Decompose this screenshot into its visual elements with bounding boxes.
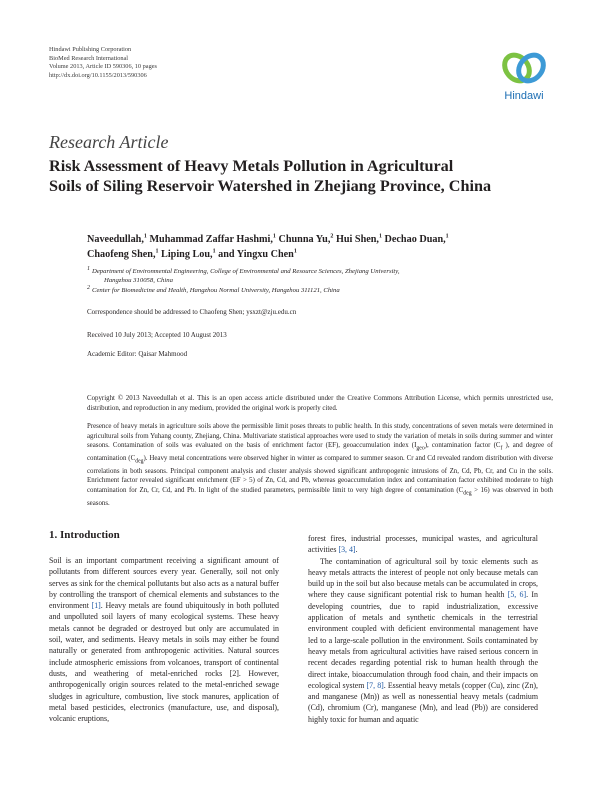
intro-paragraph-2	[308, 556, 538, 725]
abstract-text: ), contamination factor (C	[424, 442, 501, 449]
affiliation-2: 2 Center for Biomedicine and Health, Hangzhou Normal University, Hangzhou 311121, China	[87, 286, 553, 295]
body-text: The contamination of agricultural soil by toxic elements such as heavy metals attracts the interest of people not only because metals can build up in the soil but also because metals can be accumulated in crops, where they cause significant potential risk to human health	[308, 556, 538, 600]
abstract-subscript: f	[500, 445, 503, 452]
author-name: Chaofeng Shen,	[87, 249, 156, 260]
author-name: and Yingxu Chen	[215, 249, 294, 260]
logo-wordmark: Hindawi	[504, 90, 544, 102]
received-dates: Received 10 July 2013; Accepted 10 August 2013	[87, 331, 227, 339]
section-heading-introduction: 1. Introduction	[49, 529, 120, 541]
body-text: .	[355, 545, 358, 555]
abstract-text: > 16) was observed in both seasons.	[87, 486, 553, 507]
body-text: . Heavy metals are found ubiquitously in both polluted and unpolluted soil layers of many ecological systems. These heavy metals cannot be degraded or destroyed but only are accumulated in soil, water, and sediments. Heavy metals in soils may either be found naturally or generated from anthropogenic activities. Natural sources include atmospheric emissions from volcanoes, transport of continental dusts, and weathering of metal-enriched rocks	[49, 601, 279, 678]
author-name: Naveedullah,	[87, 234, 144, 245]
abstract-text: ). Heavy metal concentrations were observed higher in winter as compared to summer season. Cr and Cd revealed random distribution with diverse correlations in both seasons. Principal component analysis and cluster analysis showed significant anthropogenic intrusions of Zn, Cd, Pb, Cr, and Cu in the soils. Enrichment factor revealed significant enrichment (EF > 5) of Zn, Cd, and Pb, whereas geoaccumulation index and contamination factor exhibited moderate to high contamination for Zn, Cr, Cd, and Pb. In light of the studied parameters, permissible limit to very high degree of contamination (C	[87, 454, 553, 494]
paper-title	[49, 156, 559, 196]
author-affil-sup: 1	[272, 233, 276, 240]
author-affil-sup: 1	[143, 233, 147, 240]
volume-info: Volume 2013, Article ID 590306, 10 pages	[49, 63, 157, 71]
citation-link[interactable]: [5, 6]	[507, 590, 527, 600]
copyright-notice: Copyright © 2013 Naveedullah et al. This is an open access article distributed under the Creative Commons Attribution License, which permits unrestricted use, distribution, and reproduction in any medium, provided the original work is properly cited.	[87, 395, 553, 412]
author-line-2	[87, 247, 553, 262]
author-affil-sup: 2	[330, 233, 334, 240]
author-affil-sup: 1	[155, 248, 159, 255]
affiliation-text: Center for Biomedicine and Health, Hangzhou Normal University, Hangzhou 311121, China	[92, 286, 340, 294]
abstract-subscript: deg	[135, 458, 144, 465]
intro-paragraph-1-cont	[308, 533, 538, 556]
author-affil-sup: 1	[378, 233, 382, 240]
journal-header	[49, 46, 309, 80]
author-affil-sup: 1	[445, 233, 449, 240]
publisher-name: Hindawi Publishing Corporation	[49, 46, 132, 53]
intro-paragraph-1	[49, 555, 279, 724]
citation-link[interactable]: [3, 4]	[338, 545, 356, 555]
body-text: . However, anthropogenically origin sources related to the metal-enriched sewage sludges in agriculture, combustion, live stock manures, application of metal based pesticides, electronics (manufacture, use, and disposal), volcanic eruptions,	[49, 668, 279, 724]
correspondence: Correspondence should be addressed to Chaofeng Shen; ysxzt@zju.edu.cn	[87, 308, 297, 316]
author-affil-sup: 1	[293, 248, 297, 255]
body-column-right	[308, 533, 538, 725]
author-line-1	[87, 232, 553, 247]
hindawi-logo	[496, 46, 552, 102]
title-line-2: Soils of Siling Reservoir Watershed in Zhejiang Province, China	[49, 177, 492, 195]
author-name: Muhammad Zaffar Hashmi,	[146, 234, 273, 245]
abstract	[87, 422, 553, 508]
body-text: Soil is an important compartment receiving a significant amount of pollutants from different sources every year. Generally, soil not only serves as sink for the chemical pollutants but also acts as a natural buffer by controlling the transport of chemical elements and substances to the environment	[49, 556, 279, 611]
abstract-text: ), and degree of contamination (C	[87, 442, 554, 462]
doi-link[interactable]: http://dx.doi.org/10.1155/2013/590306	[49, 71, 147, 79]
author-name: Dechao Duan,	[381, 234, 446, 245]
abstract-subscript: deg	[463, 490, 472, 497]
journal-name: BioMed Research International	[49, 54, 129, 62]
body-text: . Essential heavy metals (copper (Cu), zinc (Zn), and manganese (Mn)) as well as nonessential heavy metals (cadmium (Cd), chromium (Cr), manganese (Mn), and lead (Pb)) are considered highly toxic for human and aquatic	[308, 680, 539, 724]
author-name: Chunna Yu,	[275, 234, 331, 245]
affiliation-1: 1 Department of Environmental Engineering, College of Environmental and Resource Sciences, Zhejiang University, Hangzhou 310058, China	[87, 267, 553, 286]
citation-link[interactable]: [7, 8]	[366, 680, 384, 690]
body-text: forest fires, industrial processes, municipal wastes, and agricultural activities	[308, 534, 538, 555]
author-list	[87, 232, 553, 262]
abstract-subscript: geo	[416, 445, 425, 452]
author-name: Hui Shen,	[333, 234, 379, 245]
title-line-1: Risk Assessment of Heavy Metals Pollution in Agricultural	[49, 157, 454, 175]
citation-link[interactable]: [2]	[229, 668, 239, 678]
body-column-left	[49, 528, 279, 724]
citation-link[interactable]: [1]	[91, 601, 101, 611]
affiliation-text-cont: Hangzhou 310058, China	[104, 277, 173, 285]
affiliations	[87, 267, 553, 295]
article-type: Research Article	[49, 132, 169, 152]
affiliation-text: Department of Environmental Engineering, College of Environmental and Resource Sciences, Zhejiang University,	[92, 268, 400, 275]
hindawi-logo-icon	[496, 46, 552, 102]
academic-editor: Academic Editor: Qaisar Mahmood	[87, 350, 188, 358]
body-text: . In developing countries, due to rapid industrialization, excessive application of metals and synthetic chemicals in the terrestrial environment coupled with deficient environmental management have led to a large-scale pollution in the environment. Soils contaminated by heavy metals from agricultural activities have raised serious concern in recent decades regarding potential risk to human health through the direct intake, bioaccumulation through food chain, and their impacts on ecological system	[308, 590, 538, 690]
author-affil-sup: 1	[212, 248, 216, 255]
abstract-text: Presence of heavy metals in agriculture soils above the permissible limit poses threats to public health. In this study, concentrations of seven metals were determined in agricultural soils from Yuhang county, Zhejiang, China. Multivariate statistical approaches were used to study the variation of metals in soils during summer and winter seasons. Contamination of soils was evaluated on the basis of enrichment factor (EF), geoaccumulation index (I	[87, 423, 553, 449]
author-name: Liping Lou,	[158, 249, 213, 260]
